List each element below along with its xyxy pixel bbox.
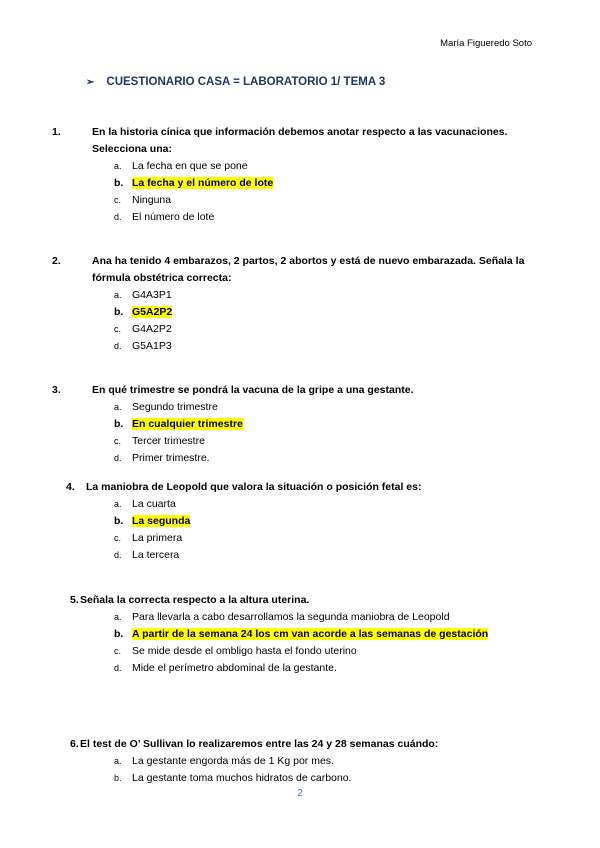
option-b-correct: b. La segunda [114, 515, 191, 527]
options-list [114, 609, 570, 677]
option-a: a. Segundo trimestre [114, 401, 218, 413]
option-a: a. Para llevarla a cabo desarrollamos la segunda maniobra de Leopold [114, 611, 450, 623]
option-c: c. Se mide desde el ombligo hasta el fondo uterino [114, 645, 357, 657]
option-b: b. La gestante toma muchos hidratos de carbono. [114, 772, 352, 784]
question-text [52, 382, 542, 399]
question-text-body: Ana ha tenido 4 embarazos, 2 partos, 2 abortos y está de nuevo embarazada. Señala la fórmula obstétrica correcta: [92, 255, 525, 284]
options-list [114, 158, 542, 226]
question-6 [70, 736, 570, 787]
arrow-bullet-icon: ➢ [86, 77, 95, 88]
question-text [52, 253, 542, 287]
option-d: d. Mide el perímetro abdominal de la gestante. [114, 662, 337, 674]
option-b-correct: b. A partir de la semana 24 los cm van acorde a las semanas de gestación [114, 628, 489, 640]
option-a: a. La gestante engorda más de 1 Kg por mes. [114, 755, 334, 767]
question-text-body: En la historia cínica que información debemos anotar respecto a las vacunaciones. Selecciona una: [92, 126, 508, 155]
option-c: c. G4A2P2 [114, 323, 172, 335]
question-text-body: Señala la correcta respecto a la altura uterina. [80, 594, 310, 606]
option-d: d. G5A1P3 [114, 340, 172, 352]
option-d: d. La tercera [114, 549, 180, 561]
question-number: 3. [52, 384, 61, 396]
question-text [52, 124, 542, 158]
question-number: 2. [52, 255, 61, 267]
options-list [114, 753, 570, 787]
answer-highlight: La fecha y el número de lote [132, 177, 274, 189]
option-b-correct: b. G5A2P2 [114, 306, 173, 318]
question-number: 6. [70, 738, 79, 750]
question-1 [52, 124, 542, 226]
question-text [70, 592, 570, 609]
author-header: María Figueredo Soto [440, 38, 532, 49]
page-number: 2 [297, 788, 303, 799]
question-3 [52, 382, 542, 467]
options-list [114, 496, 536, 564]
question-2 [52, 253, 542, 355]
question-number: 1. [52, 126, 61, 138]
options-list [114, 399, 542, 467]
document-title-text: CUESTIONARIO CASA = LABORATORIO 1/ TEMA 3 [106, 76, 386, 88]
option-a: a. La cuarta [114, 498, 176, 510]
question-text-body: La maniobra de Leopold que valora la situación o posición fetal es: [86, 481, 422, 493]
option-c: c. Ninguna [114, 194, 172, 206]
option-d: d. Primer trimestre. [114, 452, 210, 464]
option-d: d. El número de lote [114, 211, 215, 223]
question-4 [66, 479, 536, 564]
option-c: c. La primera [114, 532, 183, 544]
option-b-correct: b. En cualquier trimestre [114, 418, 243, 430]
question-text [70, 736, 570, 753]
option-a: a. G4A3P1 [114, 289, 172, 301]
options-list [114, 287, 542, 355]
option-a: a. La fecha en que se pone [114, 160, 248, 172]
answer-highlight: En cualquier trimestre [132, 418, 243, 430]
answer-highlight: G5A2P2 [132, 306, 173, 318]
option-b-correct: b. La fecha y el número de lote [114, 177, 274, 189]
question-5 [70, 592, 570, 677]
answer-highlight: A partir de la semana 24 los cm van acorde a las semanas de gestación [132, 628, 489, 640]
question-text-body: En qué trimestre se pondrá la vacuna de la gripe a una gestante. [92, 384, 414, 396]
question-text [66, 479, 536, 496]
option-c: c. Tercer trimestre [114, 435, 205, 447]
question-number: 5. [70, 594, 79, 606]
answer-highlight: La segunda [132, 515, 191, 527]
question-text-body: El test de O’ Sullivan lo realizaremos entre las 24 y 28 semanas cuándo: [80, 738, 439, 750]
document-title [86, 76, 385, 88]
question-number: 4. [66, 481, 75, 493]
